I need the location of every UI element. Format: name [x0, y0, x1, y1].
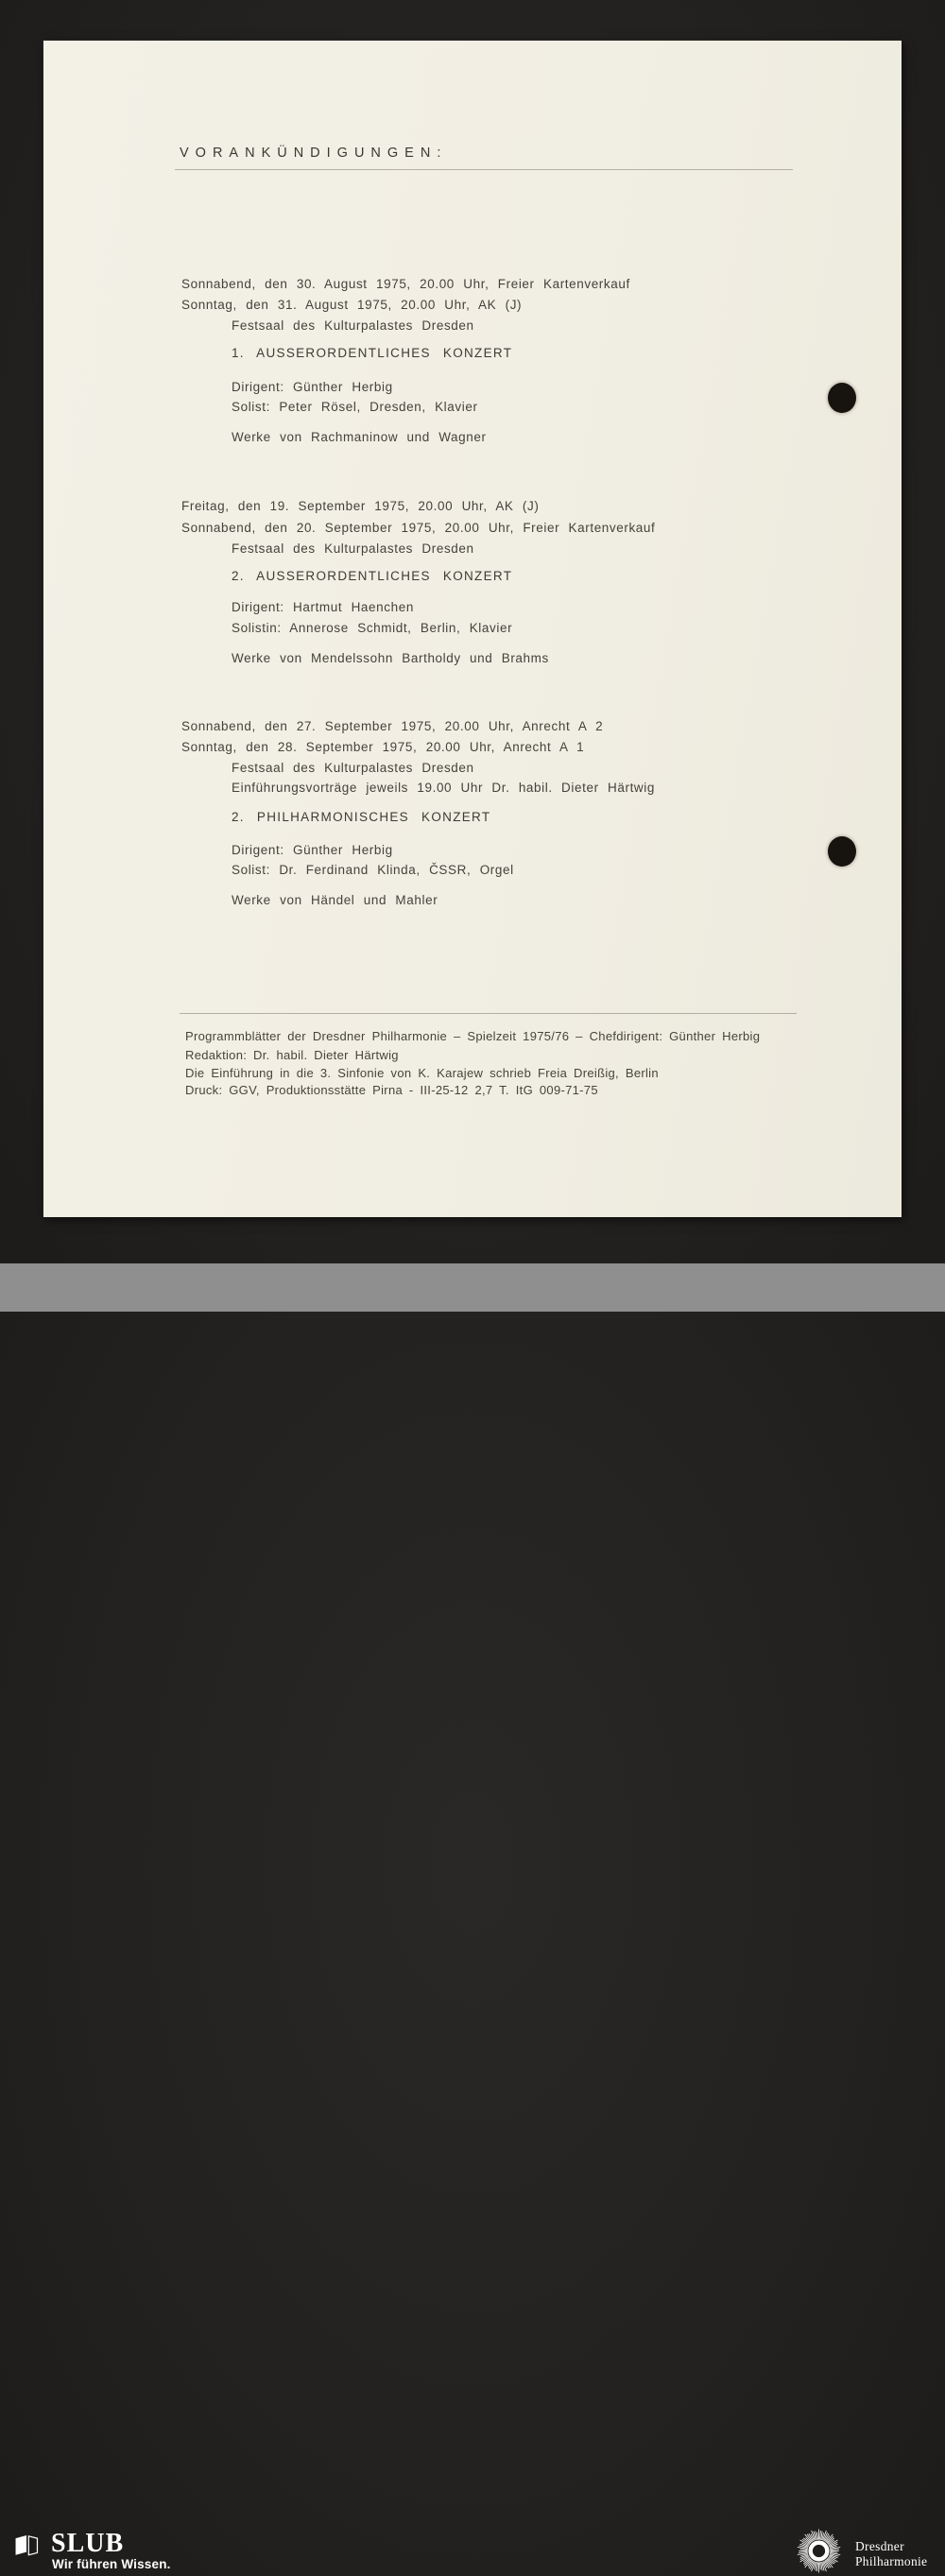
event-person-line: Dirigent: Günther Herbig — [232, 843, 393, 857]
event-venue-line: Festsaal des Kulturpalastes Dresden — [232, 761, 474, 775]
slub-logo-text: SLUB — [51, 2529, 125, 2558]
event-date-line: Sonntag, den 31. August 1975, 20.00 Uhr, AK (J) — [181, 298, 523, 312]
philharmonie-logo-text — [855, 2539, 927, 2569]
slub-slogan: Wir führen Wissen. — [52, 2557, 171, 2571]
event-venue-line: Einführungsvorträge jeweils 19.00 Uhr Dr. habil. Dieter Härtwig — [232, 781, 655, 795]
imprint-line: Redaktion: Dr. habil. Dieter Härtwig — [185, 1048, 399, 1062]
event-venue-line: Festsaal des Kulturpalastes Dresden — [232, 318, 474, 333]
imprint-line: Die Einführung in die 3. Sinfonie von K. Karajew schrieb Freia Dreißig, Berlin — [185, 1066, 659, 1080]
heading-rule — [175, 169, 793, 170]
philharmonie-starburst-icon — [794, 2526, 844, 2576]
event-works-line: Werke von Händel und Mahler — [232, 893, 438, 907]
event-date-line: Sonnabend, den 20. September 1975, 20.00 Uhr, Freier Kartenverkauf — [181, 521, 656, 535]
imprint-rule — [180, 1013, 797, 1014]
event-person-line: Dirigent: Hartmut Haenchen — [232, 600, 414, 614]
event-person-line: Solistin: Annerose Schmidt, Berlin, Klavier — [232, 621, 513, 635]
event-person-line: Solist: Peter Rösel, Dresden, Klavier — [232, 400, 478, 414]
imprint-line: Druck: GGV, Produktionsstätte Pirna - III-25-12 2,7 T. ItG 009-71-75 — [185, 1083, 598, 1097]
event-date-line: Sonnabend, den 30. August 1975, 20.00 Uhr, Freier Kartenverkauf — [181, 277, 630, 291]
philharmonie-line1: Dresdner — [855, 2539, 904, 2553]
punch-hole — [828, 383, 856, 413]
concert-title: 1. AUSSERORDENTLICHES KONZERT — [232, 346, 513, 360]
event-person-line: Solist: Dr. Ferdinand Klinda, ČSSR, Orgel — [232, 863, 514, 877]
event-venue-line: Festsaal des Kulturpalastes Dresden — [232, 541, 474, 556]
punch-hole — [828, 836, 856, 867]
event-works-line: Werke von Mendelssohn Bartholdy und Brahms — [232, 651, 549, 665]
imprint-line: Programmblätter der Dresdner Philharmonie – Spielzeit 1975/76 – Chefdirigent: Günther Herbig — [185, 1029, 761, 1043]
event-person-line: Dirigent: Günther Herbig — [232, 380, 393, 394]
concert-title: 2. PHILHARMONISCHES KONZERT — [232, 810, 491, 824]
footer-bar — [0, 1263, 945, 2571]
event-date-line: Sonntag, den 28. September 1975, 20.00 Uhr, Anrecht A 1 — [181, 740, 585, 754]
event-date-line: Freitag, den 19. September 1975, 20.00 Uhr, AK (J) — [181, 499, 540, 513]
slub-book-icon — [14, 2532, 39, 2558]
event-works-line: Werke von Rachmaninow und Wagner — [232, 430, 487, 444]
concert-title: 2. AUSSERORDENTLICHES KONZERT — [232, 569, 513, 583]
event-date-line: Sonnabend, den 27. September 1975, 20.00 Uhr, Anrecht A 2 — [181, 719, 604, 733]
page-title: VORANKÜNDIGUNGEN: — [180, 146, 448, 161]
philharmonie-line2: Philharmonie — [855, 2554, 928, 2568]
scanned-page — [43, 41, 902, 1217]
